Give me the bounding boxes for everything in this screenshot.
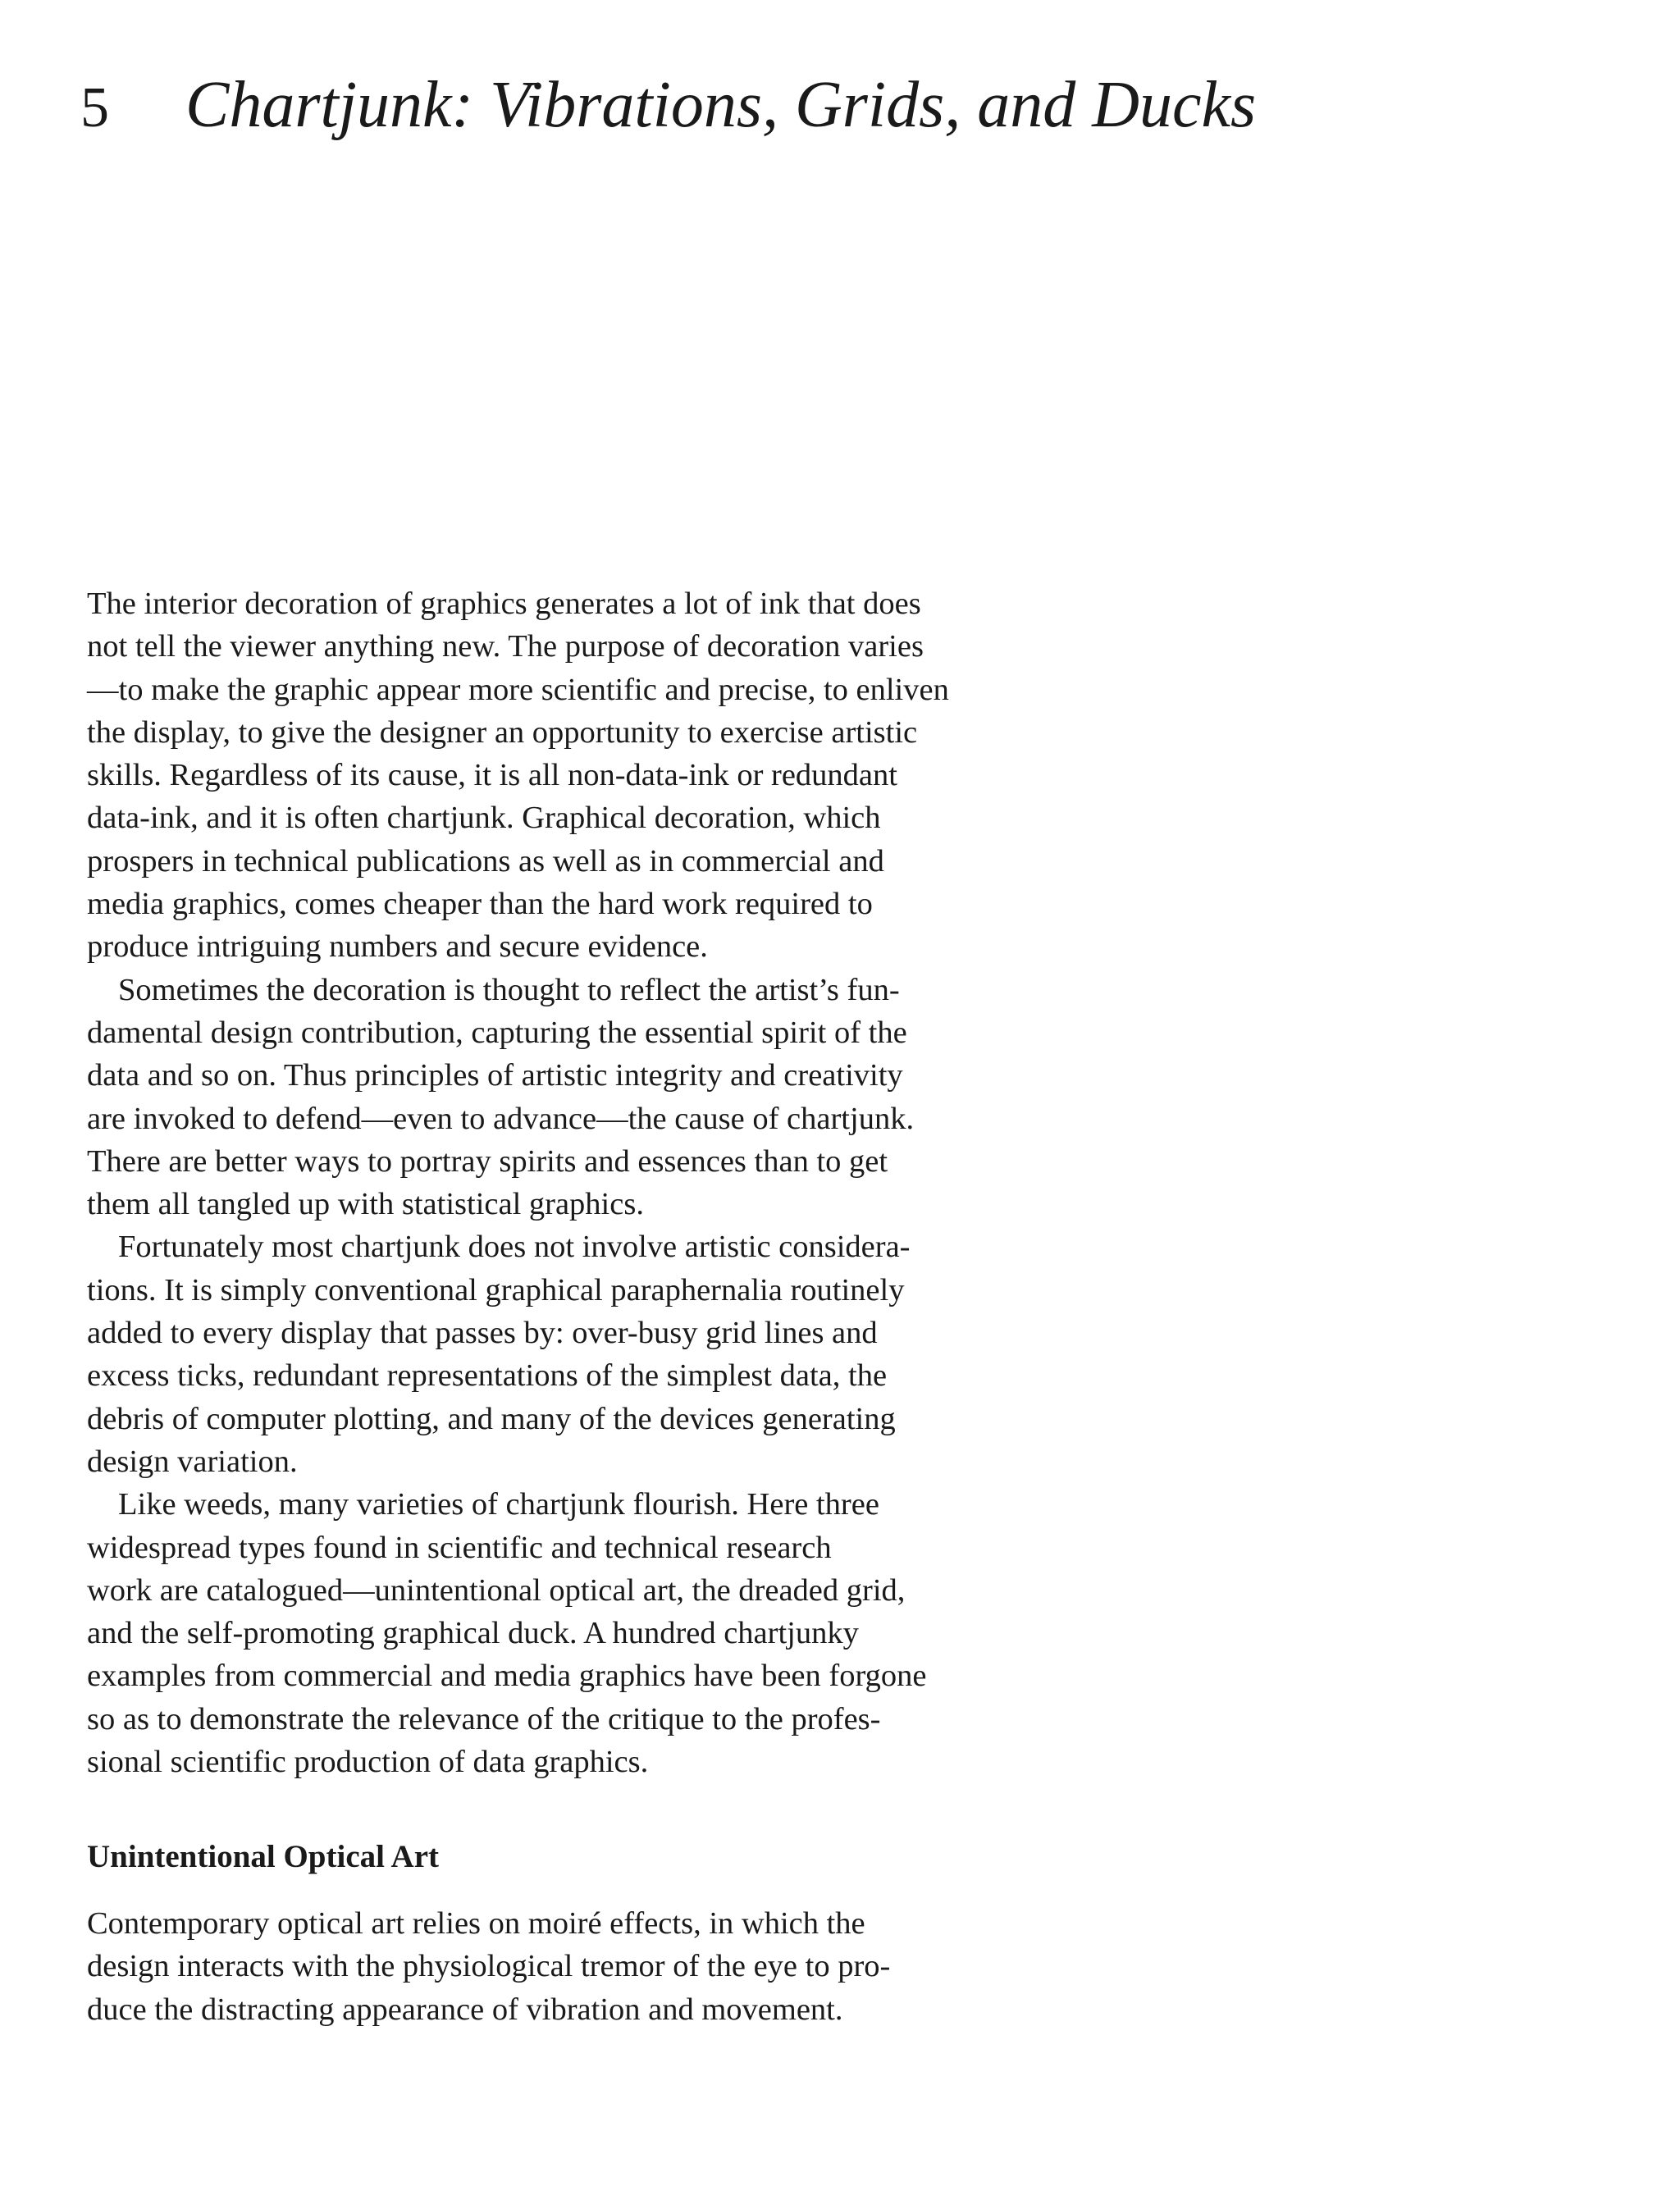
text-line: media graphics, comes cheaper than the hard work required to: [87, 887, 873, 922]
text-line: excess ticks, redundant representations of the simplest data, the: [87, 1358, 888, 1394]
text-line: them all tangled up with statistical graphics.: [87, 1187, 644, 1222]
text-line: widespread types found in scientific and technical research: [87, 1530, 832, 1565]
text-line: not tell the viewer anything new. The purpose of decoration varies: [87, 629, 924, 664]
section-paragraph: [87, 1902, 1039, 2031]
text-line: There are better ways to portray spirits and essences than to get: [87, 1143, 888, 1179]
text-line: —to make the graphic appear more scientific and precise, to enliven: [87, 672, 949, 707]
text-line: and the self-promoting graphical duck. A hundred chartjunky: [87, 1616, 859, 1651]
text-line: examples from commercial and media graphics have been forgone: [87, 1659, 927, 1694]
text-line: Contemporary optical art relies on moiré effects, in which the: [87, 1906, 865, 1941]
chapter-heading: [80, 64, 1256, 149]
text-line: design interacts with the physiological tremor of the eye to pro-: [87, 1949, 891, 1984]
text-line: The interior decoration of graphics generates a lot of ink that does: [87, 586, 921, 621]
section-body: [87, 1902, 1039, 2031]
text-line: prospers in technical publications as well as in commercial and: [87, 843, 884, 878]
text-line: are invoked to defend—even to advance—the cause of chartjunk.: [87, 1101, 915, 1136]
text-line: work are catalogued—unintentional optical art, the dreaded grid,: [87, 1572, 906, 1608]
text-line: Like weeds, many varieties of chartjunk flourish. Here three: [118, 1487, 879, 1522]
text-line: damental design contribution, capturing the essential spirit of the: [87, 1015, 907, 1050]
text-line: so as to demonstrate the relevance of the critique to the profes-: [87, 1701, 881, 1736]
paragraph-1: [87, 582, 1039, 969]
paragraph-3: [87, 1225, 1039, 1483]
paragraph-4: [87, 1483, 1039, 1783]
chapter-title: Chartjunk: Vibrations, Grids, and Ducks: [185, 69, 1257, 141]
text-line: sional scientific production of data graphics.: [87, 1745, 649, 1780]
text-line: tions. It is simply conventional graphical paraphernalia routinely: [87, 1272, 905, 1307]
text-line: produce intriguing numbers and secure evidence.: [87, 929, 708, 965]
chapter-body: [87, 582, 1039, 1783]
text-line: skills. Regardless of its cause, it is all non-data-ink or redundant: [87, 758, 897, 793]
text-line: Fortunately most chartjunk does not involve artistic considera-: [118, 1230, 911, 1265]
chapter-number: 5: [80, 76, 109, 139]
text-line: data and so on. Thus principles of artistic integrity and creativity: [87, 1058, 903, 1093]
text-line: Sometimes the decoration is thought to reflect the artist’s fun-: [118, 972, 900, 1007]
text-line: debris of computer plotting, and many of the devices generating: [87, 1401, 896, 1436]
text-line: duce the distracting appearance of vibration and movement.: [87, 1992, 843, 2027]
section-heading: Unintentional Optical Art: [87, 1839, 440, 1874]
text-line: data-ink, and it is often chartjunk. Graphical decoration, which: [87, 801, 881, 836]
paragraph-2: [87, 969, 1039, 1226]
text-line: the display, to give the designer an opportunity to exercise artistic: [87, 714, 918, 750]
text-line: design variation.: [87, 1444, 298, 1479]
text-line: added to every display that passes by: over-busy grid lines and: [87, 1316, 878, 1351]
